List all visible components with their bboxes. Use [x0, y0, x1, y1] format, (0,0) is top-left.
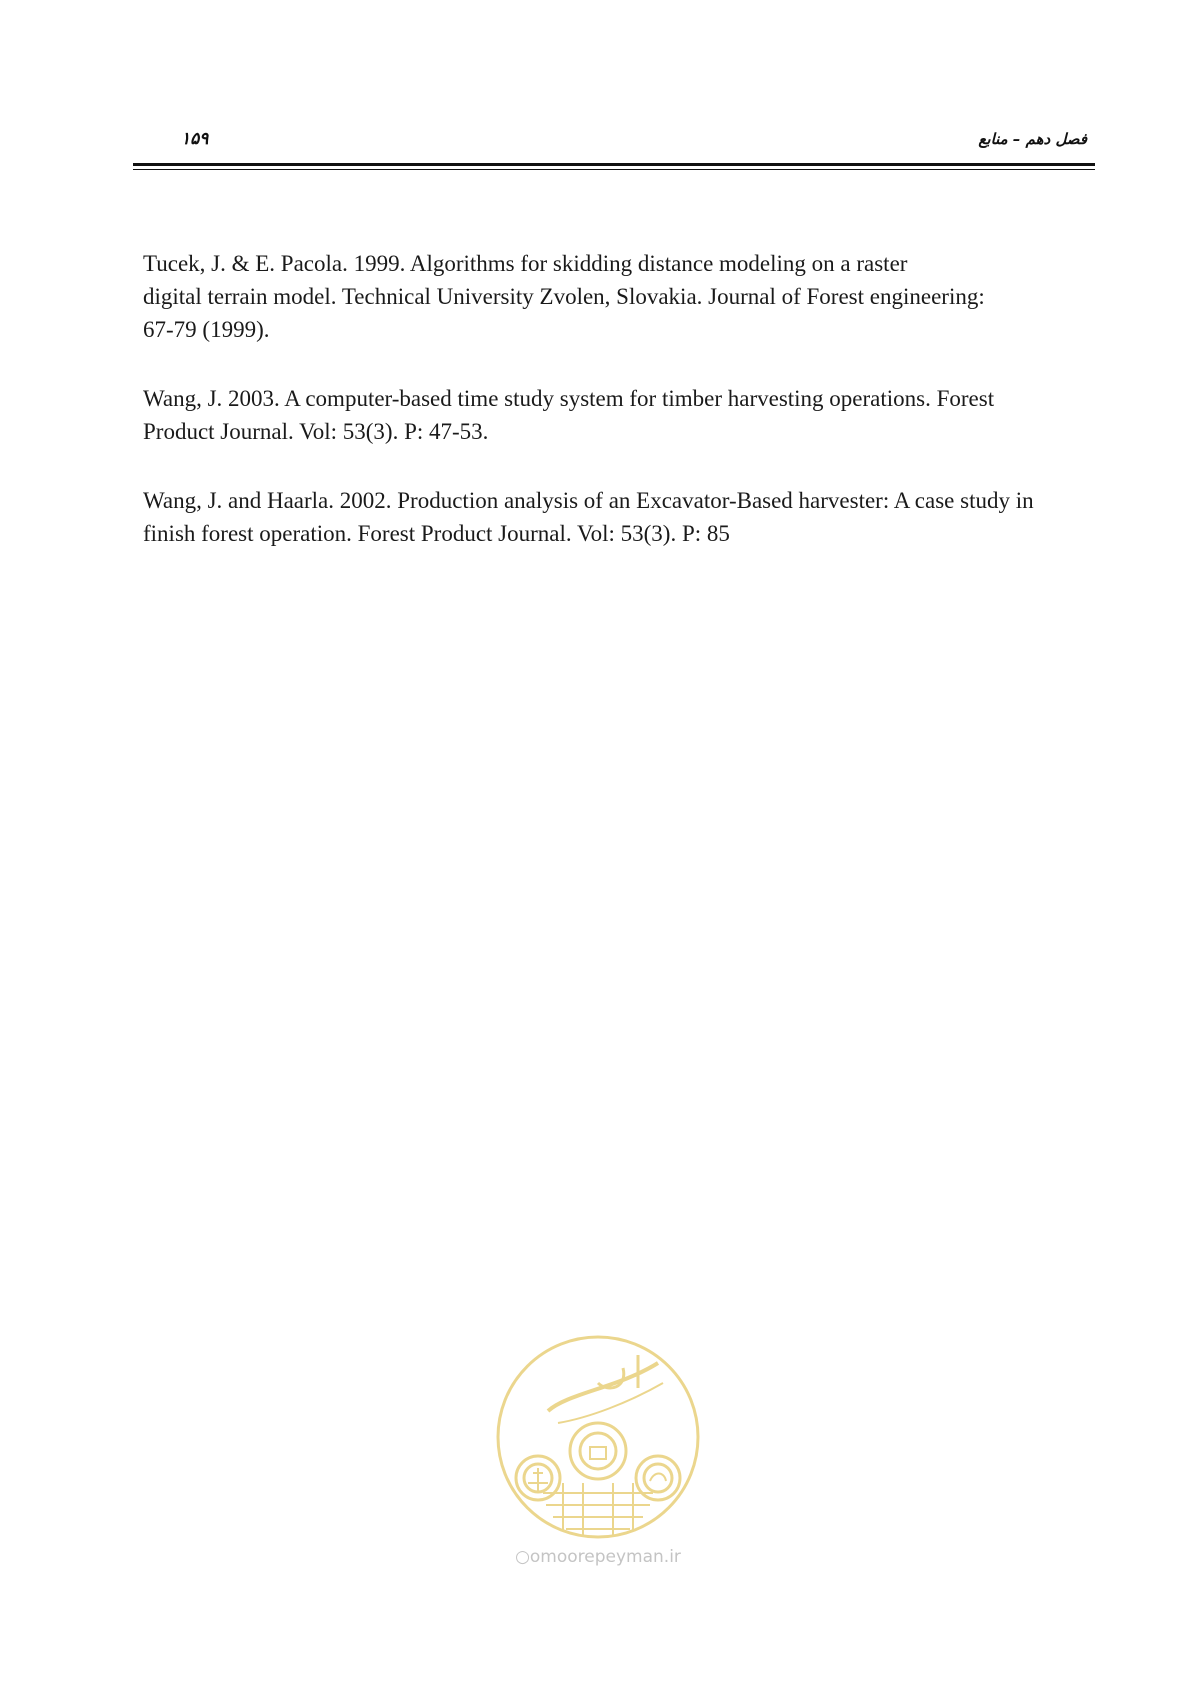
reference-line: finish forest operation. Forest Product Journal. Vol: 53(3). P: 85 [143, 521, 730, 546]
reference-line: Tucek, J. & E. Pacola. 1999. Algorithms for skidding distance modeling on a raster [143, 251, 908, 276]
watermark-url-text: omoorepeyman.ir [529, 1547, 681, 1567]
reference-item [143, 484, 1093, 550]
reference-list [143, 247, 1093, 586]
globe-icon: ○ [515, 1547, 530, 1567]
chapter-title: فصل دهم – منابع [978, 130, 1087, 148]
header-rule-thin [133, 169, 1095, 170]
page-header [133, 128, 1095, 154]
watermark-url [488, 1547, 708, 1567]
reference-item [143, 382, 1093, 448]
page-number: ۱۵۹ [181, 129, 209, 149]
reference-item [143, 247, 1093, 346]
reference-line: Wang, J. 2003. A computer-based time study system for timber harvesting operations. Forest [143, 386, 995, 411]
header-rule-thick [133, 163, 1095, 166]
reference-line: 67-79 (1999). [143, 317, 270, 342]
reference-line: Wang, J. and Haarla. 2002. Production analysis of an Excavator-Based harvester: A case study in [143, 488, 1034, 513]
reference-line: Product Journal. Vol: 53(3). P: 47-53. [143, 419, 489, 444]
watermark-logo-icon [488, 1333, 708, 1543]
reference-line: digital terrain model. Technical University Zvolen, Slovakia. Journal of Forest engineering: [143, 284, 985, 309]
watermark [488, 1333, 708, 1593]
